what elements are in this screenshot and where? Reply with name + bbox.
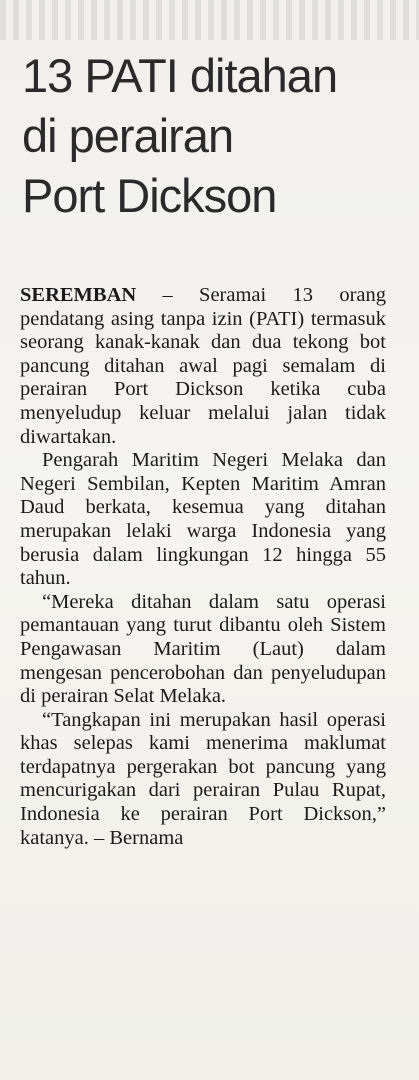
previous-article-bleed (0, 0, 419, 40)
article-dateline: SEREMBAN (20, 284, 137, 306)
headline-line-3: Port Dickson (22, 169, 277, 222)
headline-line-1: 13 PATI ditahan (22, 49, 338, 102)
article-paragraph: “Mereka ditahan dalam satu operasi pemantauan yang turut dibantu oleh Sistem Pengawasan Maritim (Laut) dalam mengesan pencerobohan dan penyeludupan di perairan Selat Melaka. (20, 590, 386, 708)
article-paragraph: Pengarah Maritim Negeri Melaka dan Negeri Sembilan, Kepten Maritim Amran Daud berkata, kesemua yang ditahan merupakan lelaki warga Indonesia yang berusia dalam lingkungan 12 hingga 55 tahun. (20, 449, 386, 590)
paragraph-text: – Seramai 13 orang pendatang asing tanpa izin (PATI) termasuk seorang kanak-kanak dan dua tekong bot pancung ditahan awal pagi semalam di perairan Port Dickson ketika cuba menyeludup keluar melalui jalan tidak diwartakan. (20, 284, 386, 448)
article-paragraph: “Tangkapan ini merupakan hasil operasi khas selepas kami menerima maklumat terdapatnya pergerakan bot pancung yang mencurigakan dari perairan Pulau Rupat, Indonesia ke perairan Port Dickson,” katanya. – Bernama (20, 708, 386, 849)
article-headline (22, 46, 412, 226)
article-body (20, 284, 386, 850)
headline-line-2: di perairan (22, 109, 234, 162)
article-paragraph (20, 284, 386, 449)
